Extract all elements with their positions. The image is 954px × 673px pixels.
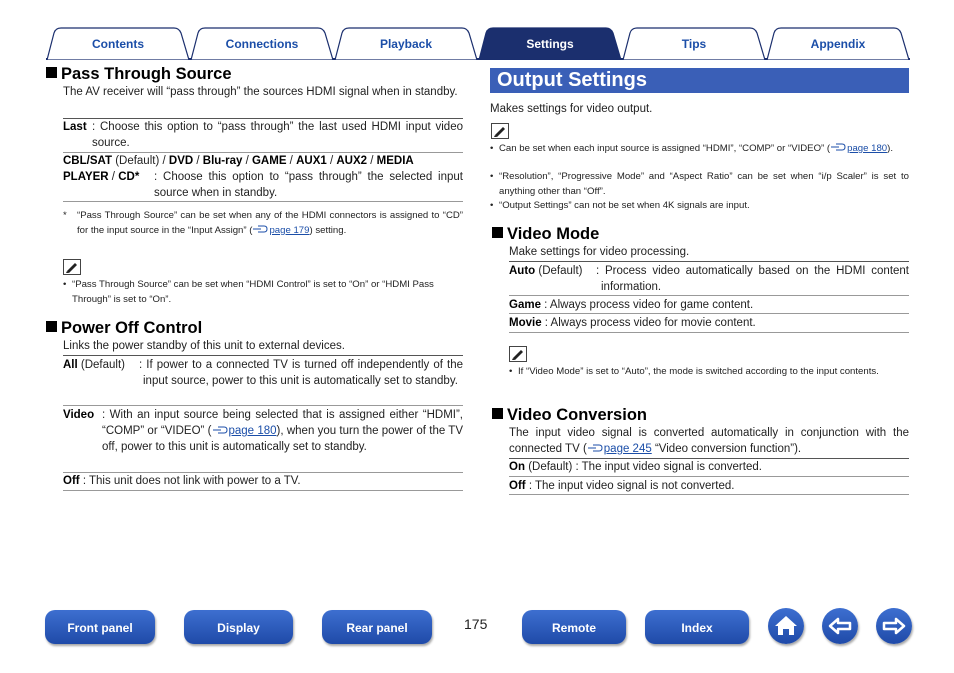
option-game: Game : Always process video for game content. — [509, 299, 754, 311]
section-heading-power-off: Power Off Control — [46, 319, 202, 338]
option-on: On (Default) : The input video signal is converted. — [509, 461, 762, 473]
note-bullet: • “Resolution”, “Progressive Mode” and “Aspect Ratio” can be set when “i/p Scaler” is set to anything other than “Off”. — [490, 171, 909, 197]
video-mode-intro: Make settings for video processing. — [509, 246, 690, 258]
top-tab-bar — [46, 27, 910, 60]
option-desc: : If power to a connected TV is turned off independently of the input source, power to this unit is automatically set to standby. — [139, 359, 463, 387]
option-desc: : Choose this option to “pass through” the selected input source when in standby. — [154, 171, 463, 199]
forward-arrow-icon[interactable] — [876, 608, 912, 644]
divider — [63, 355, 463, 356]
divider — [63, 405, 463, 406]
footnote: * “Pass Through Source” can be set when any of the HDMI connectors is assigned to “CD” for the input source in the “Input Assign” ( page 179) setting. — [63, 210, 463, 236]
tab-connections[interactable] — [190, 27, 334, 60]
output-settings-intro: Makes settings for video output. — [490, 103, 653, 115]
tab-contents[interactable] — [46, 27, 190, 60]
option-desc: : Process video automatically based on the HDMI content information. — [596, 265, 909, 293]
tab-label: Contents — [92, 37, 144, 51]
page-title: Output Settings — [497, 69, 647, 91]
remote-button[interactable]: Remote — [522, 610, 626, 644]
home-icon[interactable] — [768, 608, 804, 644]
tab-tips[interactable] — [622, 27, 766, 60]
section-heading-video-mode: Video Mode — [492, 225, 599, 244]
back-arrow-icon[interactable] — [822, 608, 858, 644]
video-conversion-intro: The input video signal is converted automatically in conjunction with the connected TV ( page 245 “Video conversion function”). — [509, 427, 909, 455]
tab-playback[interactable] — [334, 27, 478, 60]
rear-panel-button[interactable]: Rear panel — [322, 610, 432, 644]
option-off: Off : This unit does not link with power to a TV. — [63, 475, 301, 487]
divider — [509, 295, 909, 296]
note-pencil-icon — [491, 123, 509, 139]
divider — [509, 476, 909, 477]
divider — [63, 201, 463, 202]
square-bullet-icon — [46, 321, 57, 332]
option-term: Last — [63, 121, 87, 133]
tab-label: Connections — [225, 37, 299, 51]
tab-appendix[interactable] — [766, 27, 910, 60]
square-bullet-icon — [492, 227, 503, 238]
option-auto: Auto (Default) : Process video automatically based on the HDMI content information. — [509, 265, 909, 293]
page-link[interactable]: page 179 — [269, 224, 310, 236]
note-bullet: • “Pass Through Source” can be set when “HDMI Control” is set to “On” or “HDMI Pass Through” is set to “On”. — [63, 279, 434, 305]
note-bullet: • Can be set when each input source is assigned “HDMI”, “COMP” or “VIDEO” ( page 180). — [490, 143, 893, 154]
option-video: Video : With an input source being selected that is assigned either “HDMI”, “COMP” or “VIDEO” ( page 180), when you turn the power of the TV off, power to this unit is automatically set to standby. — [63, 409, 464, 453]
note-pencil-icon — [509, 346, 527, 362]
tab-settings[interactable] — [478, 27, 622, 60]
divider — [509, 313, 909, 314]
option-desc: : Choose this option to “pass through” the last used HDMI input video source. — [92, 121, 463, 149]
page-link[interactable]: page 245 — [603, 443, 652, 455]
option-off-conversion: Off : The input video signal is not converted. — [509, 480, 735, 492]
divider — [509, 332, 909, 333]
tab-label: Tips — [681, 37, 707, 51]
tab-label: Settings — [526, 37, 574, 51]
page-number: 175 — [464, 616, 488, 632]
display-button[interactable]: Display — [184, 610, 293, 644]
front-panel-button[interactable]: Front panel — [45, 610, 155, 644]
note-bullet: • “Output Settings” can not be set when 4K signals are input. — [490, 200, 750, 211]
square-bullet-icon — [492, 408, 503, 419]
page-link[interactable]: page 180 — [847, 143, 888, 154]
page-title-bar — [490, 68, 909, 93]
divider — [63, 490, 463, 491]
note-bullet: • If “Video Mode” is set to “Auto”, the mode is switched according to the input contents. — [509, 366, 879, 377]
option-movie: Movie : Always process video for movie content. — [509, 317, 756, 329]
page-link[interactable]: page 180 — [228, 425, 277, 437]
index-button[interactable]: Index — [645, 610, 749, 644]
divider — [509, 261, 909, 262]
option-last — [63, 119, 463, 151]
tab-label: Appendix — [810, 37, 866, 51]
square-bullet-icon — [46, 67, 57, 78]
option-all: All (Default) : If power to a connected TV is turned off independently of the input source, power to this unit is automatically set to standby. — [63, 359, 463, 387]
pass-through-intro: The AV receiver will “pass through” the sources HDMI signal when in standby. — [63, 86, 458, 98]
note-pencil-icon — [63, 259, 81, 275]
section-heading-video-conversion: Video Conversion — [492, 406, 647, 425]
option-sources: CBL/SAT (Default) / DVD / Blu-ray / GAME / AUX1 / AUX2 / MEDIA PLAYER / CD* : Choose this option to “pass through” the selected input source when in standby. — [63, 155, 463, 199]
section-heading-pass-through: Pass Through Source — [46, 65, 232, 84]
tab-label: Playback — [379, 37, 433, 51]
option-desc: : With an input source being selected that is assigned either “HDMI”, “COMP” or “VIDEO” ( page 180), when you turn the power of the TV off, power to this unit is automatically set to standby. — [102, 409, 464, 453]
divider — [509, 494, 909, 495]
power-off-intro: Links the power standby of this unit to external devices. — [63, 340, 345, 352]
